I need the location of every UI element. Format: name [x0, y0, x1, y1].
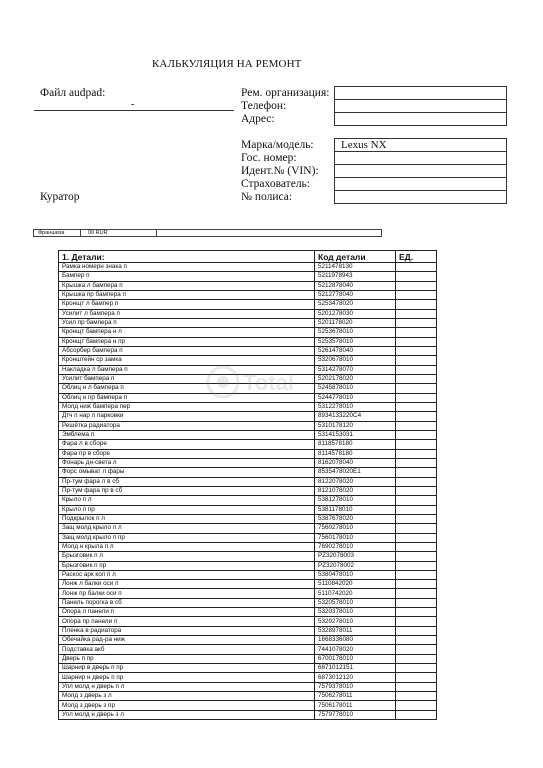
- part-name-cell: Усилит бампера п: [59, 374, 315, 383]
- part-name-cell: Молд з дверь з л: [59, 692, 315, 701]
- table-row: [59, 598, 437, 607]
- page-title: КАЛЬКУЛЯЦИЯ НА РЕМОНТ: [152, 58, 302, 70]
- part-unit-cell: [396, 365, 437, 374]
- part-name-cell: Подставка акб: [59, 645, 315, 654]
- part-name-cell: Раскос арк кол п л: [59, 570, 315, 579]
- part-unit-cell: [396, 570, 437, 579]
- part-unit-cell: [396, 402, 437, 411]
- vin-field[interactable]: [334, 164, 507, 178]
- part-code-cell: 6700178010: [315, 654, 396, 663]
- table-row: [59, 328, 437, 337]
- part-unit-cell: [396, 337, 437, 346]
- part-unit-cell: [396, 281, 437, 290]
- header-part-code: Код детали: [315, 251, 396, 263]
- part-name-cell: Облиц н пр бампера п: [59, 393, 315, 402]
- table-row: [59, 682, 437, 691]
- table-row: [59, 673, 437, 682]
- part-name-cell: Кронщт бампера н пр: [59, 337, 315, 346]
- part-unit-cell: [396, 589, 437, 598]
- part-name-cell: Упл молд н дверь з л: [59, 710, 315, 719]
- table-row: [59, 300, 437, 309]
- part-unit-cell: [396, 318, 437, 327]
- table-row: [59, 412, 437, 421]
- part-code-cell: 5312278010: [315, 402, 396, 411]
- repair-org-field[interactable]: [334, 86, 507, 100]
- part-unit-cell: [396, 542, 437, 551]
- part-code-cell: 5253678010: [315, 328, 396, 337]
- parts-table-header: [59, 251, 437, 263]
- part-name-cell: Форс омыват л фары: [59, 468, 315, 477]
- header-parts: 1. Детали:: [59, 251, 315, 263]
- table-row: [59, 263, 437, 272]
- part-code-cell: 5201178020: [315, 318, 396, 327]
- part-unit-cell: [396, 664, 437, 673]
- table-row: [59, 552, 437, 561]
- part-code-cell: 5110742020: [315, 589, 396, 598]
- part-unit-cell: [396, 561, 437, 570]
- table-row: [59, 561, 437, 570]
- part-code-cell: 5261478040: [315, 346, 396, 355]
- part-code-cell: 5110842020: [315, 580, 396, 589]
- part-code-cell: 5387678020: [315, 514, 396, 523]
- part-unit-cell: [396, 710, 437, 719]
- table-row: [59, 505, 437, 514]
- part-unit-cell: [396, 290, 437, 299]
- header-unit: ЕД.: [396, 251, 437, 263]
- part-code-cell: 7560278010: [315, 524, 396, 533]
- part-code-cell: 8162078040: [315, 458, 396, 467]
- table-row: [59, 449, 437, 458]
- part-unit-cell: [396, 272, 437, 281]
- part-name-cell: Крышка пр бампера п: [59, 290, 315, 299]
- franchise-label: Франшиза: [38, 230, 65, 236]
- part-code-cell: 7441078020: [315, 645, 396, 654]
- file-underline: [34, 110, 234, 111]
- table-row: [59, 514, 437, 523]
- part-unit-cell: [396, 682, 437, 691]
- table-row: [59, 710, 437, 719]
- part-code-cell: 5320378010: [315, 608, 396, 617]
- part-name-cell: Опора пр панели п: [59, 617, 315, 626]
- part-name-cell: Панель порогка в сб: [59, 598, 315, 607]
- part-name-cell: Брызговик п пр: [59, 561, 315, 570]
- part-unit-cell: [396, 645, 437, 654]
- table-row: [59, 580, 437, 589]
- part-code-cell: 7506278011: [315, 692, 396, 701]
- phone-field[interactable]: [334, 99, 507, 113]
- part-name-cell: Дтч п нар л парковки: [59, 412, 315, 421]
- part-name-cell: Крыло п л: [59, 496, 315, 505]
- part-code-cell: 8114578180: [315, 449, 396, 458]
- part-name-cell: Кронщт л бампер п: [59, 300, 315, 309]
- part-unit-cell: [396, 636, 437, 645]
- part-code-cell: 5314153031: [315, 430, 396, 439]
- franchise-divider-2: [156, 230, 157, 236]
- part-code-cell: 7579778010: [315, 710, 396, 719]
- table-row: [59, 486, 437, 495]
- part-code-cell: 8535478020E1: [315, 468, 396, 477]
- table-row: [59, 692, 437, 701]
- franchise-value: 00 RUR: [88, 230, 108, 236]
- policy-field[interactable]: [334, 190, 507, 204]
- part-code-cell: 8118578180: [315, 440, 396, 449]
- part-unit-cell: [396, 356, 437, 365]
- part-name-cell: Усилит л бампера п: [59, 309, 315, 318]
- part-unit-cell: [396, 328, 437, 337]
- part-name-cell: Защ молд крыло п л: [59, 524, 315, 533]
- part-unit-cell: [396, 384, 437, 393]
- plate-label: Гос. номер:: [241, 152, 297, 164]
- part-code-cell: 5320278010: [315, 617, 396, 626]
- part-unit-cell: [396, 580, 437, 589]
- part-name-cell: Защ молд крыло п пр: [59, 533, 315, 542]
- part-code-cell: 5211478130: [315, 263, 396, 272]
- table-row: [59, 524, 437, 533]
- part-unit-cell: [396, 496, 437, 505]
- part-name-cell: Пр-тум фара л в сб: [59, 477, 315, 486]
- part-unit-cell: [396, 608, 437, 617]
- vin-label: Идент.№ (VIN):: [241, 165, 319, 177]
- part-unit-cell: [396, 598, 437, 607]
- make-model-field[interactable]: Lexus NX: [334, 138, 507, 152]
- part-name-cell: Дверь п пр: [59, 654, 315, 663]
- part-unit-cell: [396, 458, 437, 467]
- part-code-cell: 5380478010: [315, 570, 396, 579]
- part-unit-cell: [396, 374, 437, 383]
- part-code-cell: 5212778040: [315, 290, 396, 299]
- part-name-cell: Обечайка рад-ра ниж: [59, 636, 315, 645]
- table-row: [59, 570, 437, 579]
- curator-label: Куратор: [40, 191, 80, 203]
- table-row: [59, 654, 437, 663]
- table-row: [59, 664, 437, 673]
- part-name-cell: Подкрылок п л: [59, 514, 315, 523]
- part-name-cell: Шарнир н дверь п пр: [59, 673, 315, 682]
- part-unit-cell: [396, 468, 437, 477]
- watermark-text: Total: [243, 370, 294, 395]
- table-row: [59, 458, 437, 467]
- make-model-label: Марка/модель:: [241, 139, 314, 151]
- part-code-cell: 5201278030: [315, 309, 396, 318]
- part-name-cell: Решётка радиатора: [59, 421, 315, 430]
- table-row: [59, 645, 437, 654]
- table-row: [59, 477, 437, 486]
- part-unit-cell: [396, 617, 437, 626]
- table-row: [59, 290, 437, 299]
- table-row: [59, 533, 437, 542]
- part-unit-cell: [396, 393, 437, 402]
- part-unit-cell: [396, 692, 437, 701]
- part-name-cell: Бампер п: [59, 272, 315, 281]
- part-code-cell: 8122078020: [315, 477, 396, 486]
- part-name-cell: Брызговик п л: [59, 552, 315, 561]
- part-code-cell: 8121078020: [315, 486, 396, 495]
- part-code-cell: 7690278010: [315, 542, 396, 551]
- part-name-cell: Кронштейн ср замка: [59, 356, 315, 365]
- part-name-cell: Кронщт бампера н л: [59, 328, 315, 337]
- part-unit-cell: [396, 346, 437, 355]
- table-row: [59, 337, 437, 346]
- table-row: [59, 636, 437, 645]
- franchise-row: [33, 229, 382, 237]
- part-name-cell: Шарнир в дверь п пр: [59, 664, 315, 673]
- insured-label: Страхователь:: [241, 178, 310, 190]
- part-code-cell: 5245878010: [315, 384, 396, 393]
- part-unit-cell: [396, 673, 437, 682]
- table-row: [59, 318, 437, 327]
- part-code-cell: 5320678010: [315, 356, 396, 365]
- part-name-cell: Крышка л бампера п: [59, 281, 315, 290]
- part-name-cell: Облиц н л бампера п: [59, 384, 315, 393]
- plate-field[interactable]: [334, 151, 507, 165]
- part-unit-cell: [396, 440, 437, 449]
- table-row: [59, 542, 437, 551]
- part-code-cell: 6873012120: [315, 673, 396, 682]
- part-name-cell: Накладка л бампера п: [59, 365, 315, 374]
- part-unit-cell: [396, 486, 437, 495]
- part-name-cell: Молд ниж бампера пер: [59, 402, 315, 411]
- part-code-cell: 5328978011: [315, 626, 396, 635]
- part-code-cell: 8934133220C4: [315, 412, 396, 421]
- part-code-cell: 7506178011: [315, 701, 396, 710]
- part-name-cell: Усил пр бампера п: [59, 318, 315, 327]
- table-row: [59, 272, 437, 281]
- table-row: [59, 281, 437, 290]
- part-name-cell: Рамка номерн знака п: [59, 263, 315, 272]
- table-row: [59, 402, 437, 411]
- part-code-cell: 5381178010: [315, 505, 396, 514]
- table-row: [59, 346, 437, 355]
- policy-label: № полиса:: [241, 191, 293, 203]
- file-label: Файл audpad:: [40, 87, 106, 99]
- part-name-cell: Упл молд н дверь п л: [59, 682, 315, 691]
- part-unit-cell: [396, 449, 437, 458]
- part-code-cell: 5244778010: [315, 393, 396, 402]
- part-unit-cell: [396, 524, 437, 533]
- part-code-cell: 5314278070: [315, 365, 396, 374]
- part-code-cell: 5202178020: [315, 374, 396, 383]
- part-name-cell: Опора л панели п: [59, 608, 315, 617]
- part-name-cell: Молд н крыла п л: [59, 542, 315, 551]
- parts-table: [58, 250, 437, 720]
- part-code-cell: 7560178010: [315, 533, 396, 542]
- table-row: [59, 701, 437, 710]
- part-unit-cell: [396, 477, 437, 486]
- table-row: [59, 589, 437, 598]
- table-row: [59, 617, 437, 626]
- part-unit-cell: [396, 701, 437, 710]
- file-dash: -: [131, 99, 135, 110]
- repair-org-label: Рем. организация:: [241, 87, 330, 99]
- part-code-cell: 5320578010: [315, 598, 396, 607]
- part-name-cell: Лонж л балки оси п: [59, 580, 315, 589]
- phone-label: Телефон:: [241, 100, 287, 112]
- part-code-cell: 5211978943: [315, 272, 396, 281]
- part-name-cell: Пр-тум фара пр в сб: [59, 486, 315, 495]
- part-unit-cell: [396, 263, 437, 272]
- part-unit-cell: [396, 300, 437, 309]
- part-code-cell: 6871012151: [315, 664, 396, 673]
- part-code-cell: 5253478020: [315, 300, 396, 309]
- table-row: [59, 421, 437, 430]
- part-unit-cell: [396, 309, 437, 318]
- part-code-cell: 5212878040: [315, 281, 396, 290]
- table-row: [59, 496, 437, 505]
- part-name-cell: Фонарь дн-света л: [59, 458, 315, 467]
- table-row: [59, 430, 437, 439]
- part-name-cell: Абсорбер бампера п: [59, 346, 315, 355]
- part-code-cell: PZ32078003: [315, 552, 396, 561]
- address-label: Адрес:: [241, 113, 275, 125]
- part-name-cell: Эмблема п: [59, 430, 315, 439]
- part-unit-cell: [396, 533, 437, 542]
- part-code-cell: 5253578010: [315, 337, 396, 346]
- part-code-cell: 7579378010: [315, 682, 396, 691]
- table-row: [59, 309, 437, 318]
- insured-field[interactable]: [334, 177, 507, 191]
- part-unit-cell: [396, 626, 437, 635]
- part-code-cell: 5310178120: [315, 421, 396, 430]
- part-unit-cell: [396, 505, 437, 514]
- franchise-divider: [80, 230, 81, 236]
- part-unit-cell: [396, 412, 437, 421]
- table-row: [59, 626, 437, 635]
- table-row: [59, 608, 437, 617]
- part-name-cell: Фара л в сборе: [59, 440, 315, 449]
- address-field[interactable]: [334, 112, 507, 126]
- part-unit-cell: [396, 552, 437, 561]
- part-unit-cell: [396, 430, 437, 439]
- part-name-cell: Молд з дверь з пр: [59, 701, 315, 710]
- table-row: [59, 468, 437, 477]
- part-name-cell: Крыло п пр: [59, 505, 315, 514]
- part-name-cell: Пленка в радиатора: [59, 626, 315, 635]
- part-code-cell: 1668336080: [315, 636, 396, 645]
- part-code-cell: 5381278010: [315, 496, 396, 505]
- part-name-cell: Фара пр в сборе: [59, 449, 315, 458]
- parts-table-body: [59, 263, 437, 720]
- part-code-cell: PZ32078002: [315, 561, 396, 570]
- part-unit-cell: [396, 514, 437, 523]
- part-unit-cell: [396, 421, 437, 430]
- part-name-cell: Лонж пр балки оси п: [59, 589, 315, 598]
- watermark-logo: [205, 362, 310, 402]
- table-row: [59, 440, 437, 449]
- part-unit-cell: [396, 654, 437, 663]
